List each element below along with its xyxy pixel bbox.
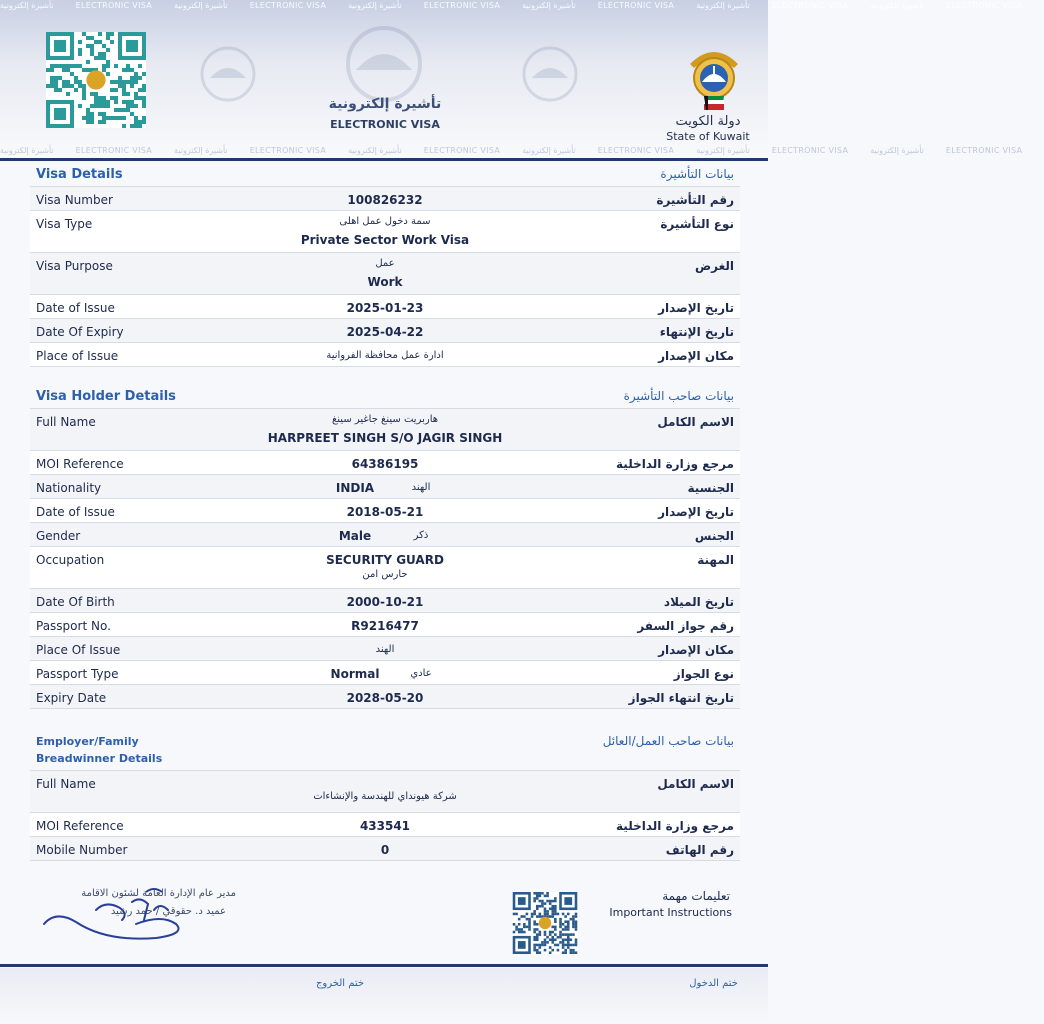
- field-label: Nationality: [36, 481, 102, 495]
- field-value-arabic: سمة دخول عمل اهلى: [339, 216, 431, 227]
- section-title-arabic: بيانات صاحب العمل/العائل: [602, 734, 734, 748]
- field-label: Place Of Issue: [36, 643, 121, 657]
- table-row: [30, 499, 740, 523]
- table-row: [30, 319, 740, 343]
- field-value-arabic: الهند: [411, 482, 431, 493]
- entry-stamp-label: ختم الدخول: [689, 978, 738, 989]
- field-label-arabic: تاريخ انتهاء الجواز: [628, 691, 734, 705]
- field-value: 64386195: [351, 457, 419, 471]
- watermark-text: ELECTRONIC VISA: [771, 146, 849, 155]
- field-value-arabic: هاربريت سينغ جاغير سينغ: [331, 414, 439, 425]
- employer-section: [30, 730, 740, 866]
- title-english: ELECTRONIC VISA: [330, 118, 440, 131]
- field-label-arabic: الاسم الكامل: [657, 777, 734, 791]
- field-label-arabic: تاريخ الميلاد: [663, 595, 734, 609]
- field-label-arabic: تاريخ الإصدار: [658, 505, 734, 519]
- field-value: Normal: [330, 667, 380, 681]
- watermark-text: ELECTRONIC VISA: [75, 146, 153, 155]
- field-value: 0: [380, 843, 390, 857]
- field-label-arabic: مكان الإصدار: [658, 643, 734, 657]
- watermark-text: ELECTRONIC VISA: [249, 1, 327, 10]
- field-label: Date Of Birth: [36, 595, 115, 609]
- watermark-text: ELECTRONIC VISA: [423, 1, 501, 10]
- field-label-arabic: نوع الجواز: [673, 667, 734, 681]
- field-label-arabic: نوع التأشيرة: [660, 217, 734, 231]
- visa-holder-section: [30, 386, 740, 716]
- field-value-arabic: حارس امن: [362, 569, 408, 580]
- table-row: [30, 589, 740, 613]
- table-row: [30, 661, 740, 685]
- watermark-text-arabic: تأشيرة إلكترونية: [174, 146, 228, 155]
- field-label-arabic: تاريخ الإنتهاء: [659, 325, 734, 339]
- table-row: [30, 613, 740, 637]
- field-label-arabic: تاريخ الإصدار: [658, 301, 734, 315]
- watermark-text: ELECTRONIC VISA: [945, 1, 1023, 10]
- field-value-arabic: شركة هيونداي للهندسة والإنشاءات: [313, 791, 457, 802]
- watermark-text: ELECTRONIC VISA: [771, 1, 849, 10]
- field-value-arabic: عادي: [410, 668, 432, 679]
- section-title-arabic: بيانات صاحب التأشيرة: [623, 389, 734, 403]
- instructions-link[interactable]: Important Instructions: [609, 906, 732, 919]
- watermark-text-arabic: تأشيرة إلكترونية: [696, 1, 750, 10]
- watermark-text-arabic: تأشيرة إلكترونية: [174, 1, 228, 10]
- field-label: Full Name: [36, 777, 96, 791]
- section-title: Visa Holder Details: [36, 389, 176, 404]
- table-row: [30, 343, 740, 367]
- field-label-arabic: الجنس: [694, 529, 734, 543]
- section-title-arabic: بيانات التأشيرة: [660, 167, 734, 181]
- field-value: 2000-10-21: [346, 595, 424, 609]
- section-title-line2: Breadwinner Details: [36, 752, 163, 765]
- kuwait-emblem-watermark: [520, 44, 580, 104]
- field-label: Date of Issue: [36, 505, 115, 519]
- field-label-arabic: مكان الإصدار: [658, 349, 734, 363]
- field-value-arabic: ذكر: [413, 530, 429, 541]
- field-value: HARPREET SINGH S/O JAGIR SINGH: [267, 431, 503, 445]
- field-label-arabic: رقم الهاتف: [665, 843, 734, 857]
- field-label: Visa Number: [36, 193, 113, 207]
- field-value: INDIA: [335, 481, 375, 495]
- table-row: [30, 409, 740, 451]
- field-label: Gender: [36, 529, 81, 543]
- section-title: Visa Details: [36, 167, 123, 182]
- table-row: [30, 837, 740, 861]
- field-label: Occupation: [36, 553, 105, 567]
- table-row: [30, 771, 740, 813]
- field-label-arabic: الاسم الكامل: [657, 415, 734, 429]
- table-row: [30, 523, 740, 547]
- footer-divider: [0, 964, 768, 967]
- exit-stamp-label: ختم الخروج: [315, 978, 365, 989]
- field-label: Expiry Date: [36, 691, 107, 705]
- field-value-arabic: الهند: [375, 644, 395, 655]
- field-label: MOI Reference: [36, 457, 124, 471]
- field-value: 2025-01-23: [346, 301, 424, 315]
- field-label-arabic: الغرض: [695, 259, 734, 273]
- signature-icon: [36, 880, 236, 950]
- field-label: Passport Type: [36, 667, 119, 681]
- field-label: Visa Type: [36, 217, 93, 231]
- table-row: [30, 547, 740, 589]
- field-value: 433541: [359, 819, 411, 833]
- field-label: Date of Issue: [36, 301, 115, 315]
- header-divider: [0, 158, 768, 161]
- watermark-text-arabic: تأشيرة إلكترونية: [870, 1, 924, 10]
- field-label: Passport No.: [36, 619, 111, 633]
- watermark-text-arabic: تأشيرة إلكترونية: [0, 1, 54, 10]
- field-label-arabic: المهنة: [697, 553, 734, 567]
- country-name-arabic: دولة الكويت: [675, 114, 741, 129]
- field-value: 100826232: [347, 193, 423, 207]
- field-label: Full Name: [36, 415, 96, 429]
- table-row: [30, 813, 740, 837]
- qr-code-small: [512, 892, 578, 954]
- field-value-arabic: عمل: [375, 258, 395, 269]
- table-row: [30, 295, 740, 319]
- field-value: Male: [338, 529, 372, 543]
- country-name-english: State of Kuwait: [666, 130, 750, 143]
- watermark-text-arabic: تأشيرة إلكترونية: [870, 146, 924, 155]
- watermark-text: ELECTRONIC VISA: [597, 146, 675, 155]
- field-value: Private Sector Work Visa: [300, 233, 470, 247]
- watermark-text-arabic: تأشيرة إلكترونية: [348, 146, 402, 155]
- qr-code: [46, 32, 146, 128]
- field-value: SECURITY GUARD: [326, 553, 444, 567]
- signatory-name: عميد د. حقوقي / حمد رشيد: [110, 906, 226, 917]
- field-label-arabic: رقم التأشيرة: [656, 193, 734, 207]
- field-label-arabic: مرجع وزارة الداخلية: [616, 457, 734, 471]
- watermark-text-arabic: تأشيرة إلكترونية: [696, 146, 750, 155]
- field-label-arabic: رقم جواز السفر: [637, 619, 734, 633]
- watermark-strip-top: [0, 1, 1023, 15]
- kuwait-emblem-watermark: [336, 24, 432, 104]
- watermark-text: ELECTRONIC VISA: [423, 146, 501, 155]
- field-value: 2025-04-22: [346, 325, 424, 339]
- kuwait-emblem-icon: [684, 44, 744, 116]
- field-label: Visa Purpose: [36, 259, 113, 273]
- section-title: Employer/Family: [36, 735, 139, 748]
- table-row: [30, 187, 740, 211]
- watermark-text-arabic: تأشيرة إلكترونية: [522, 146, 576, 155]
- watermark-text-arabic: تأشيرة إلكترونية: [0, 146, 54, 155]
- field-value-arabic: ادارة عمل محافظة الفروانية: [326, 350, 444, 361]
- footer: [0, 968, 768, 1024]
- table-row: [30, 211, 740, 253]
- field-label: Mobile Number: [36, 843, 128, 857]
- watermark-text: ELECTRONIC VISA: [75, 1, 153, 10]
- title-arabic: تأشيرة إلكترونية: [328, 96, 442, 112]
- watermark-text: ELECTRONIC VISA: [597, 1, 675, 10]
- signatory-title: مدير عام الإدارة العامة لشئون الاقامة: [81, 888, 236, 899]
- visa-details-section: [30, 164, 740, 374]
- table-row: [30, 685, 740, 709]
- field-label: Date Of Expiry: [36, 325, 124, 339]
- table-row: [30, 253, 740, 295]
- field-label: Place of Issue: [36, 349, 119, 363]
- field-label-arabic: الجنسية: [687, 481, 734, 495]
- instructions-arabic[interactable]: تعليمات مهمة: [662, 889, 730, 903]
- watermark-text-arabic: تأشيرة إلكترونية: [348, 1, 402, 10]
- field-value: 2028-05-20: [346, 691, 424, 705]
- table-row: [30, 451, 740, 475]
- table-row: [30, 637, 740, 661]
- field-label: MOI Reference: [36, 819, 124, 833]
- field-value: 2018-05-21: [346, 505, 424, 519]
- kuwait-emblem-watermark: [198, 44, 258, 104]
- field-value: R9216477: [351, 619, 419, 633]
- watermark-text: ELECTRONIC VISA: [249, 146, 327, 155]
- watermark-text: ELECTRONIC VISA: [945, 146, 1023, 155]
- field-value: Work: [367, 275, 403, 289]
- table-row: [30, 475, 740, 499]
- field-label-arabic: مرجع وزارة الداخلية: [616, 819, 734, 833]
- watermark-text-arabic: تأشيرة إلكترونية: [522, 1, 576, 10]
